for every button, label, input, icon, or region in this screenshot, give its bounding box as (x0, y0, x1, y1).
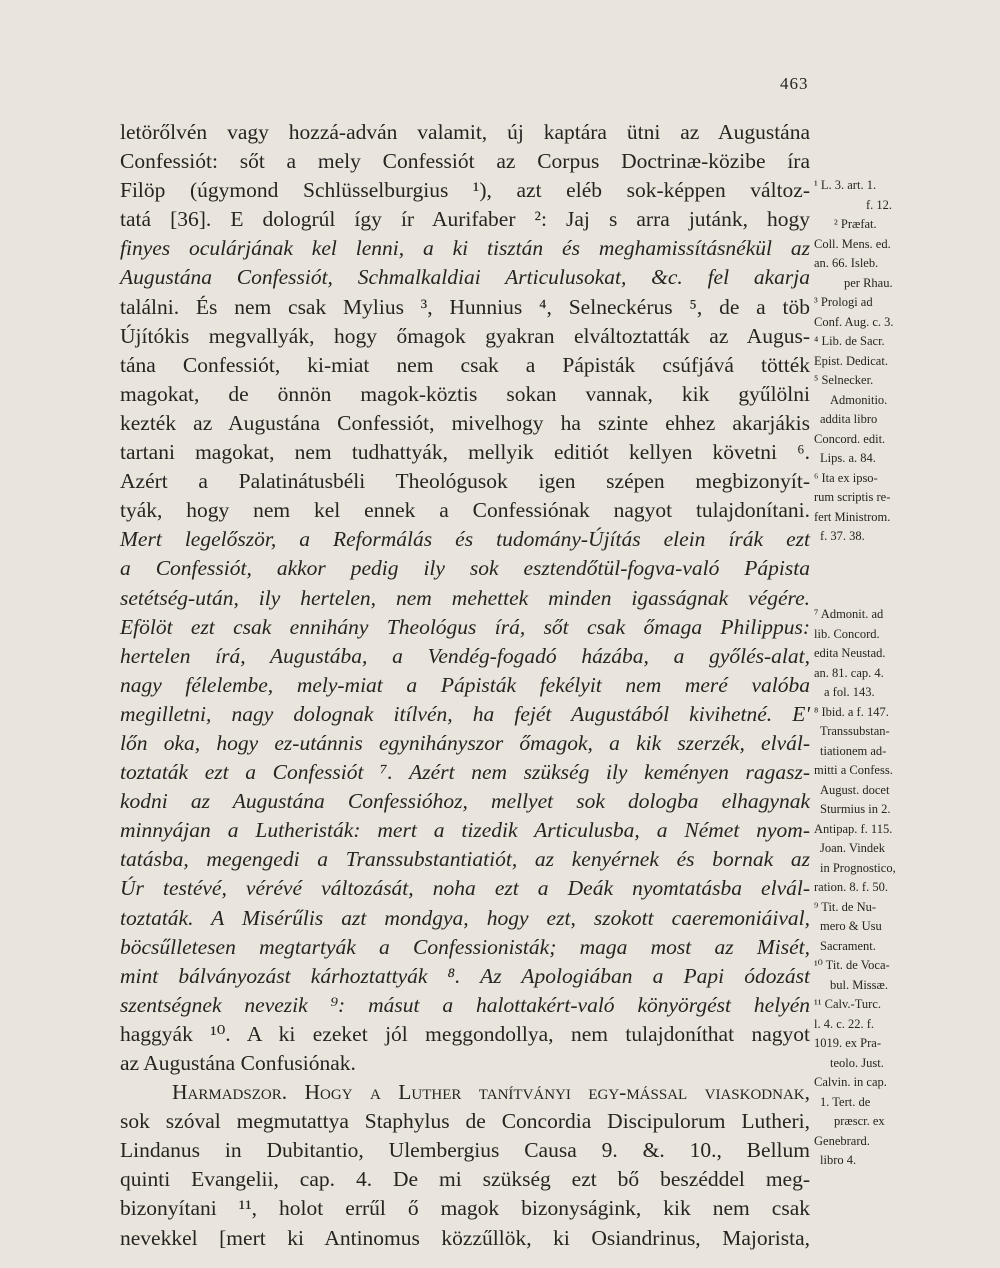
text-line: Úr testévé, vérévé változását, noha ezt a Deák nyomtatásba elvál- (120, 876, 810, 901)
text-line: sok szóval megmutattya Staphylus de Concordia Discipulorum Lutheri, (120, 1109, 810, 1134)
margin-note: ⁴ Lib. de Sacr. (814, 334, 885, 348)
margin-note: Antipap. f. 115. (814, 821, 893, 836)
margin-note: tiationem ad- (820, 743, 887, 758)
margin-note: an. 66. Isleb. (814, 256, 879, 270)
text-line: lőn oka, hogy ez-utánnis egynihányszor őmagok, a kik szerzék, elvál- (120, 730, 810, 755)
margin-note (814, 586, 914, 606)
margin-note: ration. 8. f. 50. (814, 880, 888, 894)
margin-note: l. 4. c. 22. f. (814, 1016, 875, 1031)
text-line: nevekkel [mert ki Antinomus közzűllök, ki Osiandrinus, Majorista, (120, 1225, 810, 1250)
margin-note: edita Neustad. (814, 646, 886, 660)
margin-note: f. 37. 38. (820, 529, 865, 543)
margin-note (814, 547, 914, 567)
text-line: tatásba, megengedi a Transsubstantiatiót, az kenyérnek és bornak az (120, 847, 810, 872)
margin-note: Lips. a. 84. (820, 451, 876, 465)
text-line: böcsűlletesen megtartyák a Confessionisták; maga most az Misét, (120, 934, 810, 959)
main-text (120, 118, 810, 1253)
text-line: Azért a Palatinátusbéli Theológusok igen szépen megbizonyít- (120, 469, 810, 494)
margin-note: Genebrard. (814, 1133, 870, 1148)
text-line: Újítókis megvallyák, hogy őmagok gyakran elváltoztatták az Augus- (120, 323, 810, 348)
margin-note: Concord. edit. (814, 431, 886, 446)
text-line: bizonyítani ¹¹, holot errűl ő magok bizonyságink, kik nem csak (120, 1196, 810, 1221)
margin-note: an. 81. cap. 4. (814, 665, 884, 680)
text-line: találni. És nem csak Mylius ³, Hunnius ⁴, Selneckérus ⁵, de a töb (120, 294, 810, 319)
margin-note: in Prognostico, (820, 860, 896, 875)
margin-note: ¹ L. 3. art. 1. (814, 178, 877, 192)
text-line: Filöp (úgymond Schlüsselburgius ¹), azt eléb sok-képpen változ- (120, 178, 810, 203)
text-line: minnyájan a Lutheristák: mert a tizedik Articulusba, a Német nyom- (120, 818, 810, 843)
margin-note: libro 4. (820, 1153, 857, 1167)
margin-notes (814, 176, 914, 1171)
margin-note: a fol. 143. (824, 685, 875, 699)
text-line: finyes oculárjának kel lenni, a ki tisztán és meghamissításnékül az (120, 236, 810, 261)
text-line: Mert legelőször, a Reformálás és tudomány-Újítás elein írák ezt (120, 527, 810, 552)
text-line: szentségnek nevezik ⁹: másut a halottakért-való könyörgést helyén (120, 992, 810, 1017)
margin-note: Joan. Vindek (820, 841, 885, 855)
text-line: mint bálványozást kárhoztattyák ⁸. Az Apologiában a Papi ódozást (120, 963, 810, 988)
margin-note: mero & Usu (820, 919, 882, 933)
margin-note: mitti a Confess. (814, 763, 893, 777)
margin-note: lib. Concord. (814, 626, 880, 641)
text-line: Lindanus in Dubitantio, Ulembergius Causa 9. &. 10., Bellum (120, 1138, 810, 1163)
text-line: setétség-után, ily hertelen, nem mehettek minden igasságnak végére. (120, 585, 810, 610)
text-line: kezték az Augustána Confessiót, mivelhogy ha szinte ehhez akarjákis (120, 410, 810, 435)
margin-note: Transsubstan- (820, 724, 890, 738)
text-line: toztaták ezt a Confessiót ⁷. Azért nem szükség ily keményen ragasz- (120, 760, 810, 785)
text-line: Efölöt ezt csak ennihány Theológus írá, sőt csak őmaga Philippus: (120, 614, 810, 639)
margin-note: Conf. Aug. c. 3. (814, 314, 894, 329)
text-line: magokat, de önnön magok-köztis sokan vannak, kik gyűlölni (120, 381, 810, 406)
margin-note: ⁹ Tit. de Nu- (814, 899, 877, 914)
text-line: Augustána Confessiót, Schmalkaldiai Articulusokat, &c. fel akarja (120, 265, 810, 290)
margin-note: f. 12. (866, 197, 893, 212)
text-line: az Augustána Confusiónak. (120, 1051, 356, 1075)
margin-note: addita libro (820, 412, 878, 426)
margin-note: ³ Prologi ad (814, 295, 873, 309)
margin-note: per Rhau. (844, 275, 893, 290)
margin-note: ⁵ Selnecker. (814, 373, 874, 387)
margin-note: præscr. ex (834, 1114, 885, 1128)
margin-note: ¹¹ Calv.-Turc. (814, 997, 881, 1011)
margin-note: ⁸ Ibid. a f. 147. (814, 704, 889, 719)
margin-note: ⁶ Ita ex ipso- (814, 470, 878, 485)
margin-note: teolo. Just. (830, 1055, 884, 1070)
text-line: a Confessiót, akkor pedig ily sok esztendőtül-fogva-való Pápista (120, 556, 810, 581)
text-line: nagy félelembe, mely-miat a Pápisták fekélyit nem meré valóba (120, 672, 810, 697)
margin-note: Sacrament. (820, 938, 876, 953)
margin-note: ² Præfat. (834, 217, 877, 231)
text-line: Confessiót: sőt a mely Confessiót az Corpus Doctrinæ-közibe íra (120, 149, 810, 174)
text-line: Harmadszor. Hogy a Luther tanítványi egy-mással viaskodnak, (172, 1080, 810, 1105)
text-line: tyák, hogy nem kel ennek a Confessiónak nagyot tulajdonítani. (120, 498, 810, 523)
margin-note: Admonitio. (830, 392, 888, 407)
margin-note: rum scriptis re- (814, 490, 891, 504)
text-line: haggyák ¹⁰. A ki ezeket jól meggondollya, nem tulajdoníthat nagyot (120, 1021, 810, 1046)
text-line: megilletni, nagy dolognak itílvén, ha fejét Augustából kivihetné. E' (120, 701, 810, 726)
text-line: kodni az Augustána Confessióhoz, mellyet sok dologba elhagynak (120, 789, 810, 814)
margin-note (814, 566, 914, 586)
margin-note: fert Ministrom. (814, 509, 891, 524)
margin-note: Calvin. in cap. (814, 1075, 887, 1089)
margin-note: bul. Missæ. (830, 977, 889, 992)
text-line: toztaták. A Misérűlis azt mondgya, hogy ezt, szokott caeremoniáival, (120, 905, 810, 930)
margin-note: 1019. ex Pra- (814, 1036, 881, 1050)
text-line: tartani magokat, nem tudhattyák, mellyik editiót kellyen követni ⁶. (120, 440, 810, 465)
text-line: hertelen írá, Augustába, a Vendég-fogadó házába, a győlés-alat, (120, 643, 810, 668)
margin-note: 1. Tert. de (820, 1094, 871, 1109)
margin-note: Sturmius in 2. (820, 802, 891, 816)
page-number: 463 (780, 74, 809, 93)
margin-note: ¹⁰ Tit. de Voca- (814, 958, 890, 972)
text-line: tána Confessiót, ki-miat nem csak a Pápisták csúfjává tötték (120, 352, 810, 377)
margin-note: August. docet (820, 782, 890, 797)
text-line: letörőlvén vagy hozzá-adván valamit, új kaptára ütni az Augustána (120, 120, 810, 144)
text-line: tatá [36]. E dologrúl így ír Aurifaber ²: Jaj s arra jutánk, hogy (120, 207, 810, 232)
margin-note: ⁷ Admonit. ad (814, 607, 884, 621)
margin-note: Epist. Dedicat. (814, 353, 888, 368)
text-line: quinti Evangelii, cap. 4. De mi szükség ezt bő beszéddel meg- (120, 1167, 810, 1192)
margin-note: Coll. Mens. ed. (814, 236, 891, 251)
